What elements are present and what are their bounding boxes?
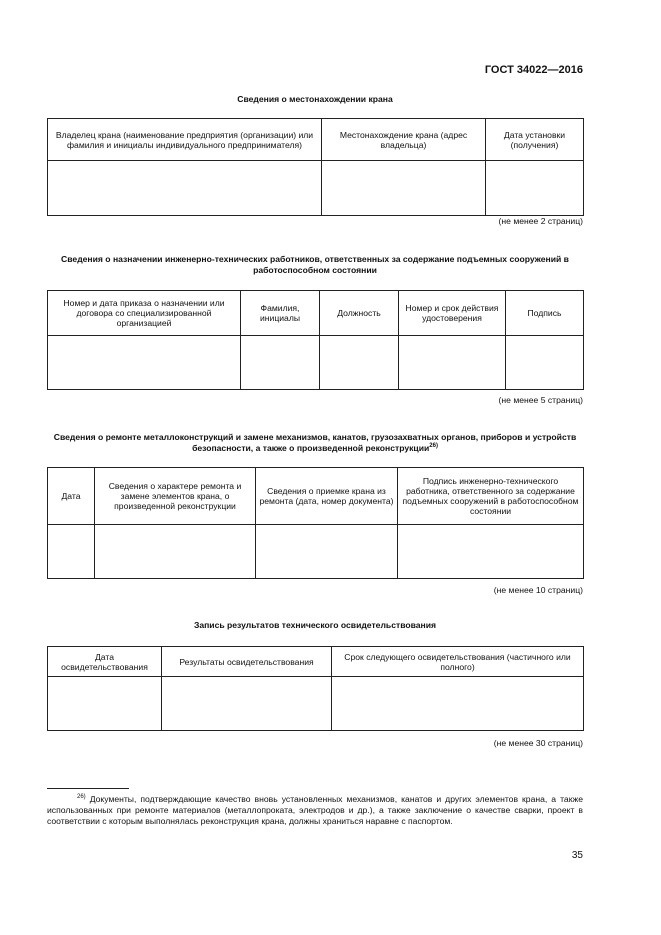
column-header: Дата	[48, 468, 95, 525]
empty-cell[interactable]	[162, 677, 332, 731]
empty-cell[interactable]	[48, 161, 322, 216]
section-title-text: Сведения о ремонте металлоконструкций и замене механизмов, канатов, грузозахватных органов, приборов и устройств безопасности, а также о произведенной реконструкции	[53, 432, 577, 453]
footnote-text: Документы, подтверждающие качество вновь установленных механизмов, канатов и других элементов крана, а также использованных при ремонте материалов (металлопроката, электродов и др.), а также заключение о качестве сварки, проект в соответствии с которым выполнялась реконструкция крана, должны храниться наравне с паспортом.	[47, 794, 583, 826]
column-header: Фамилия, инициалы	[241, 291, 320, 336]
page-count-note: (не менее 2 страниц)	[498, 216, 583, 226]
column-header: Результаты освидетельствования	[162, 647, 332, 677]
table-row	[48, 525, 584, 579]
column-header: Должность	[320, 291, 399, 336]
section-title-inspection-results: Запись результатов технического освидетельствования	[193, 620, 437, 630]
repairs-table	[47, 467, 584, 579]
empty-cell[interactable]	[398, 525, 584, 579]
document-code: ГОСТ 34022—2016	[484, 64, 583, 76]
empty-cell[interactable]	[256, 525, 398, 579]
footnote	[47, 794, 583, 827]
inspection-results-table	[47, 646, 584, 731]
page-count-note: (не менее 5 страниц)	[498, 395, 583, 405]
section-title-crane-location: Сведения о местонахождении крана	[237, 94, 393, 104]
empty-cell[interactable]	[48, 336, 241, 390]
column-header: Срок следующего освидетельствования (частичного или полного)	[332, 647, 584, 677]
page-number: 35	[571, 850, 583, 861]
empty-cell[interactable]	[322, 161, 486, 216]
column-header: Подпись инженерно-технического работника, ответственного за содержание подъемных сооружений в работоспособном состоянии	[398, 468, 584, 525]
table-header-row	[48, 468, 584, 525]
column-header: Номер и дата приказа о назначении или договора со специализированной организацией	[48, 291, 241, 336]
table-header-row	[48, 291, 584, 336]
footnote-ref: 26)	[429, 443, 438, 450]
empty-cell[interactable]	[48, 677, 162, 731]
empty-cell[interactable]	[48, 525, 95, 579]
column-header: Дата освидетельствования	[48, 647, 162, 677]
section-title-repairs	[47, 432, 583, 454]
footnote-marker: 26)	[77, 794, 86, 801]
section-title-responsible-engineers: Сведения о назначении инженерно-технических работников, ответственных за содержание подъемных сооружений в работоспособном состоянии	[61, 254, 569, 275]
empty-cell[interactable]	[320, 336, 399, 390]
page-count-note: (не менее 30 страниц)	[493, 738, 583, 748]
responsible-engineers-table	[47, 290, 584, 390]
column-header: Дата установки (получения)	[486, 119, 584, 161]
table-header-row	[48, 119, 584, 161]
empty-cell[interactable]	[241, 336, 320, 390]
page-count-note: (не менее 10 страниц)	[493, 585, 583, 595]
column-header: Местонахождение крана (адрес владельца)	[322, 119, 486, 161]
table-header-row	[48, 647, 584, 677]
footnote-divider	[47, 788, 129, 789]
table-row	[48, 336, 584, 390]
column-header: Номер и срок действия удостоверения	[399, 291, 506, 336]
empty-cell[interactable]	[486, 161, 584, 216]
column-header: Владелец крана (наименование предприятия (организации) или фамилия и инициалы индивидуального предпринимателя)	[48, 119, 322, 161]
table-row	[48, 161, 584, 216]
crane-location-table	[47, 118, 584, 216]
column-header: Подпись	[506, 291, 584, 336]
empty-cell[interactable]	[399, 336, 506, 390]
table-row	[48, 677, 584, 731]
empty-cell[interactable]	[506, 336, 584, 390]
column-header: Сведения о приемке крана из ремонта (дата, номер документа)	[256, 468, 398, 525]
empty-cell[interactable]	[95, 525, 256, 579]
empty-cell[interactable]	[332, 677, 584, 731]
column-header: Сведения о характере ремонта и замене элементов крана, о произведенной реконструкции	[95, 468, 256, 525]
